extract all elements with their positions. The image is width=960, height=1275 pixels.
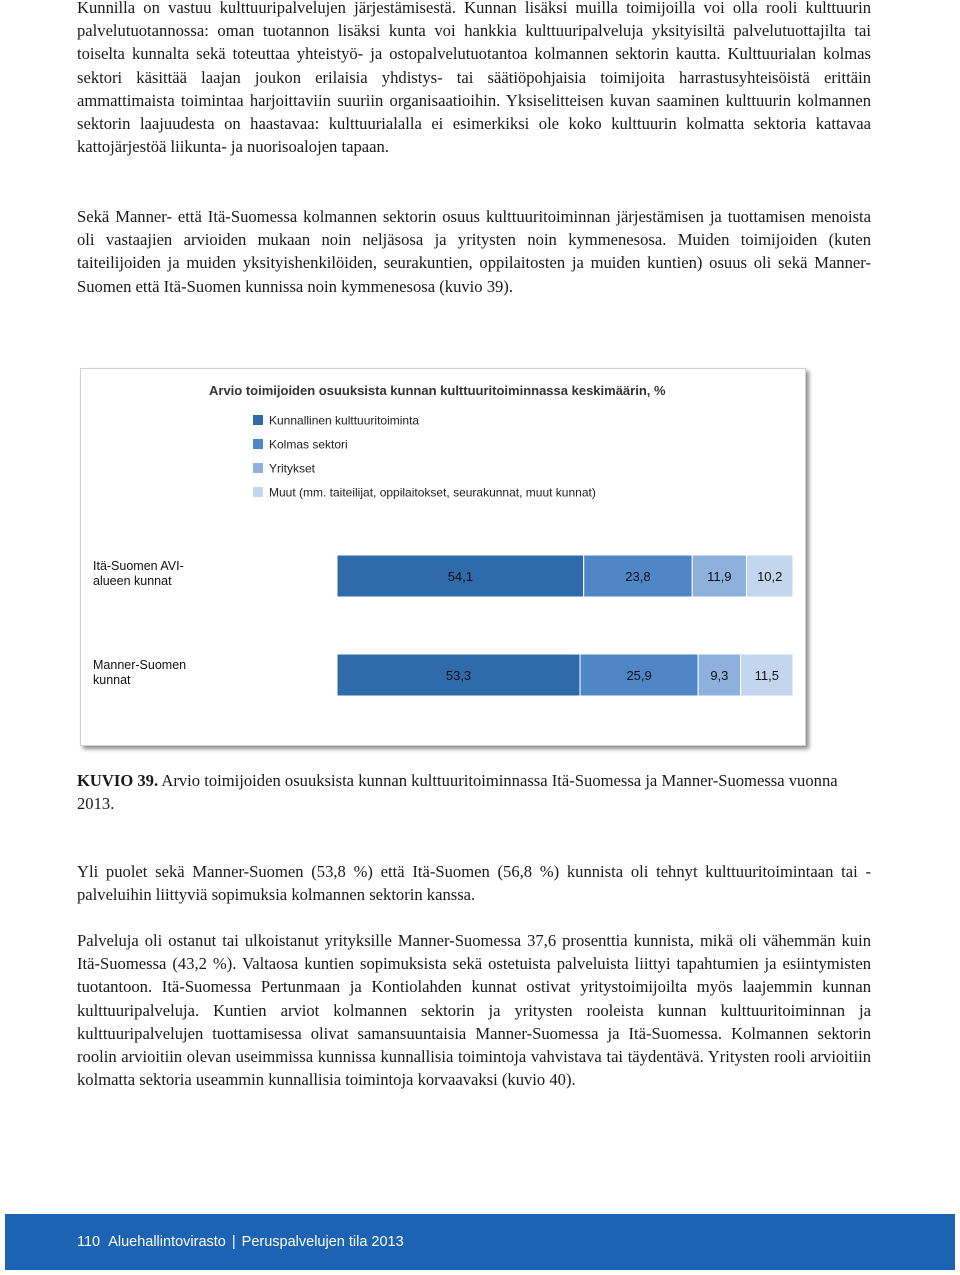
footer-report: Peruspalvelujen tila 2013 (241, 1234, 404, 1250)
page-footer (5, 1214, 955, 1270)
paragraph-company-services: Palveluja oli ostanut tai ulkoistanut yrityksille Manner-Suomessa 37,6 prosenttia kunnista, mikä oli vähemmän kuin Itä-Suomessa (43,2 %). Valtaosa kuntien sopimuksista sekä ostetuista palveluista liittyi tapahtumien ja esiintymisten tuotantoon. Itä-Suomessa Pertunmaan ja Kontiolahden kunnat ostivat yritystoimijoilta myös laajemmin kunnan kulttuuripalveluja. Kuntien arviot kolmannen sektorin ja yritysten rooleista kunnan kulttuuritoiminnan ja kulttuuripalvelujen tuottamisessa olivat samansuuntaisia Manner-Suomessa ja Itä-Suomessa. Kolmannen sektorin roolin arvioitiin olevan useimmissa kunnissa kunnallisia toimintoja vahvistava tai täydentävä. Yritysten rooli arvioitiin kolmatta sektoria useammin kunnallisia toimintoja korvaavaksi (kuvio 40). (77, 931, 871, 1090)
category-label-0-1: alueen kunnat (93, 574, 172, 588)
bar-value-0-2: 11,9 (707, 569, 732, 584)
bar-value-0-0: 54,1 (447, 569, 474, 584)
chart-actor-shares (80, 368, 806, 746)
category-label-0-0: Itä-Suomen AVI- (93, 559, 184, 573)
bar-value-1-2: 9,3 (710, 668, 729, 683)
paragraph-intro: Kunnilla on vastuu kulttuuripalvelujen järjestämisestä. Kunnan lisäksi muilla toimijoilla voi olla rooli kulttuurin palvelutuotannossa: oman tuotannon lisäksi kunta voi hankkia kulttuuripalveluja yksityisiltä palvelutuottajilta tai toiselta kunnalta sekä toteuttaa yhteistyö- ja ostopalvelutuotantoa kolmannen sektorin kautta. Kulttuurialan kolmas sektori käsittää laajan joukon erilaisia yhdistys- tai säätiöpohjaisia toimijoita harrastusyhteisöistä erittäin ammattimaista toimintaa harjoittaviin suuriin organisaatioihin. Yksiselitteisen kuvan saaminen kulttuurin kolmannen sektorin laajuudesta on haastavaa: kulttuurialalla ei esimerkiksi ole koko kulttuurin kolmatta sektoria kattavaa kattojärjestöä liikunta- ja nuorisoalojen tapaan. (77, 0, 871, 157)
legend-swatch-2 (253, 463, 263, 473)
paragraph-shares: Sekä Manner- että Itä-Suomessa kolmannen sektorin osuus kulttuuritoiminnan järjestämisen ja tuottamisen menoista oli vastaajien arvioiden mukaan noin neljäsosa ja yritysten noin kymmenesosa. Muiden toimijoiden (kuten taiteilijoiden ja muiden yksityishenkilöiden, seurakuntien, oppilaitosten ja muiden kuntien) osuus oli sekä Manner-Suomen että Itä-Suomen kunnissa noin kymmenesosa (kuvio 39). (77, 207, 871, 296)
bar-value-1-3: 11,5 (754, 668, 779, 683)
chart-svg (81, 369, 805, 745)
figure-caption-text: Arvio toimijoiden osuuksista kunnan kulttuuritoiminnassa Itä-Suomessa ja Manner-Suomessa vuonna 2013. (77, 771, 838, 814)
legend-swatch-0 (253, 415, 263, 425)
footer-text (77, 1234, 404, 1250)
legend-swatch-1 (253, 439, 263, 449)
paragraph-third-sector-contracts: Yli puolet sekä Manner-Suomen (53,8 %) että Itä-Suomen (56,8 %) kunnista oli tehnyt kulttuuritoimintaan tai -palveluihin liittyviä sopimuksia kolmannen sektorin kanssa. (77, 862, 871, 905)
bar-value-1-1: 25,9 (626, 668, 652, 683)
legend-label-2: Yritykset (269, 461, 316, 476)
bar-value-0-1: 23,8 (625, 569, 651, 584)
category-label-1-0: Manner-Suomen (93, 658, 187, 672)
chart-title: Arvio toimijoiden osuuksista kunnan kulttuuritoiminnassa keskimäärin, % (209, 383, 666, 398)
legend-swatch-3 (253, 487, 263, 497)
footer-org: Aluehallintovirasto (108, 1234, 226, 1250)
figure-caption-label: KUVIO 39. (77, 771, 159, 790)
legend-label-0: Kunnallinen kulttuuritoiminta (269, 413, 420, 428)
bar-value-0-3: 10,2 (757, 569, 783, 584)
footer-separator: | (231, 1234, 236, 1250)
figure-caption (77, 769, 871, 815)
legend-label-3: Muut (mm. taiteilijat, oppilaitokset, seurakunnat, muut kunnat) (269, 485, 596, 500)
category-label-1-1: kunnat (93, 673, 131, 687)
legend-label-1: Kolmas sektori (269, 437, 348, 452)
bar-value-1-0: 53,3 (445, 668, 472, 683)
page-number: 110 (77, 1234, 101, 1250)
